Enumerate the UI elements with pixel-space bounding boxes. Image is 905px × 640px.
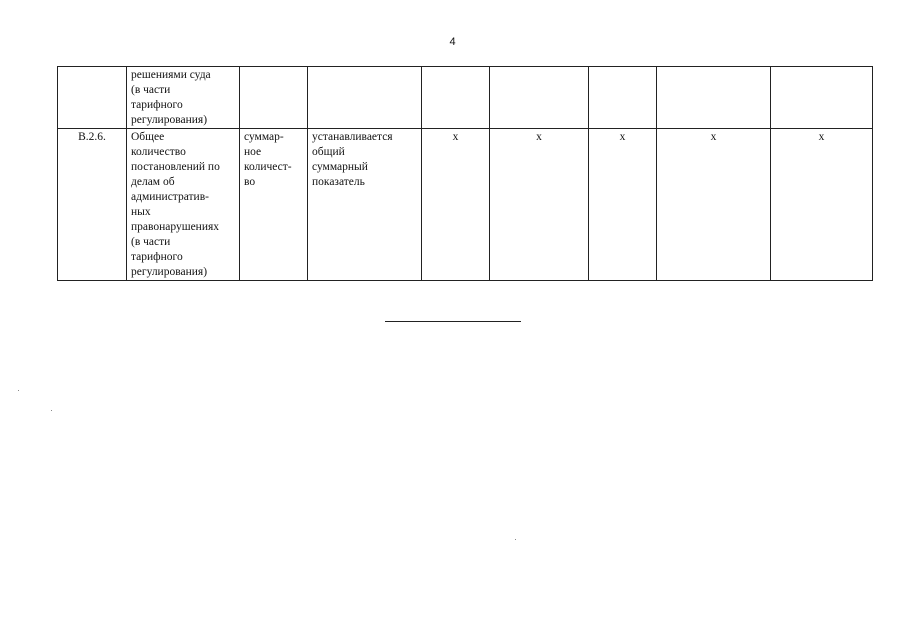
closing-rule-divider xyxy=(385,321,521,322)
table-row xyxy=(58,129,873,281)
row-name-line: тарифного xyxy=(131,99,183,111)
row-method-line: общий xyxy=(312,146,345,158)
row-value-cell: х xyxy=(490,129,589,281)
row-value-cell xyxy=(771,67,873,129)
row-value-cell xyxy=(589,67,657,129)
scan-speck xyxy=(18,390,19,391)
row-method-cell xyxy=(308,129,422,281)
row-name-line: количество xyxy=(131,146,186,158)
row-name-line: регулирования) xyxy=(131,114,208,126)
row-value-cell xyxy=(490,67,589,129)
row-unit-cell xyxy=(240,129,308,281)
row-name-cell xyxy=(127,129,240,281)
row-unit-cell xyxy=(240,67,308,129)
row-name-line: (в части xyxy=(131,84,171,96)
row-name-line: административ- xyxy=(131,191,209,203)
row-name-line: постановлений по xyxy=(131,161,220,173)
row-name-line: Общее xyxy=(131,131,165,143)
indicator-table xyxy=(57,66,873,281)
row-method-line: устанавливается xyxy=(312,131,393,143)
row-unit-line: во xyxy=(244,176,256,188)
row-value-cell xyxy=(657,67,771,129)
row-value-cell xyxy=(422,67,490,129)
row-code-cell: В.2.6. xyxy=(58,129,127,281)
row-name-line: тарифного xyxy=(131,251,183,263)
table-row xyxy=(58,67,873,129)
row-value-cell: х xyxy=(771,129,873,281)
row-code-cell xyxy=(58,67,127,129)
row-name-line: регулирования) xyxy=(131,266,208,278)
row-name-cell xyxy=(127,67,240,129)
row-name-line: (в части xyxy=(131,236,171,248)
row-name-line: делам об xyxy=(131,176,175,188)
scan-speck xyxy=(51,410,52,411)
row-value-cell: х xyxy=(589,129,657,281)
page-number: 4 xyxy=(449,36,456,48)
row-method-line: показатель xyxy=(312,176,365,188)
row-unit-line: количест- xyxy=(244,161,292,173)
row-method-line: суммарный xyxy=(312,161,368,173)
row-unit-line: ное xyxy=(244,146,262,158)
row-method-cell xyxy=(308,67,422,129)
row-name-line: ных xyxy=(131,206,151,218)
row-value-cell: х xyxy=(422,129,490,281)
row-name-line: решениями суда xyxy=(131,69,211,81)
scan-speck xyxy=(515,539,516,540)
row-name-line: правонарушениях xyxy=(131,221,220,233)
row-unit-line: суммар- xyxy=(244,131,284,143)
row-value-cell: х xyxy=(657,129,771,281)
